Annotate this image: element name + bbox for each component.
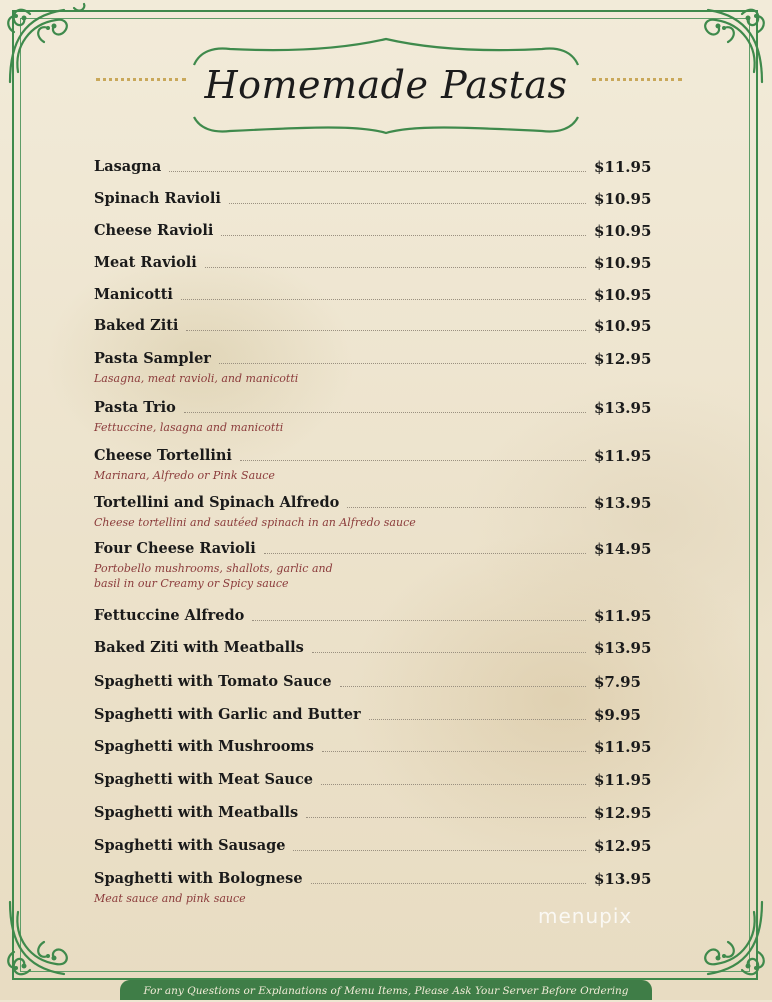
menu-item-name: Cheese Tortellini bbox=[94, 447, 232, 464]
dot-leader bbox=[322, 751, 586, 752]
menu-item bbox=[94, 286, 652, 308]
menu-item bbox=[94, 837, 652, 859]
menu-item-name: Spaghetti with Garlic and Butter bbox=[94, 706, 361, 723]
menu-item bbox=[94, 399, 652, 436]
menu-item-row bbox=[94, 738, 652, 760]
menu-item-row bbox=[94, 607, 652, 629]
menu-item-row bbox=[94, 771, 652, 793]
menu-item bbox=[94, 870, 652, 907]
menu-item-row bbox=[94, 804, 652, 826]
menu-item-name: Spaghetti with Sausage bbox=[94, 837, 286, 854]
menu-item-price: $11.95 bbox=[594, 607, 652, 625]
title-dots-left bbox=[96, 78, 186, 81]
menu-item-name: Tortellini and Spinach Alfredo bbox=[94, 494, 340, 511]
menu-item bbox=[94, 190, 652, 212]
menu-item bbox=[94, 738, 652, 760]
menu-item-description: Lasagna, meat ravioli, and manicotti bbox=[94, 372, 299, 385]
menu-item-row bbox=[94, 494, 652, 516]
menu-item-description: basil in our Creamy or Spicy sauce bbox=[94, 577, 289, 590]
menu-item-price: $9.95 bbox=[594, 706, 641, 724]
menu-item-row bbox=[94, 540, 652, 562]
menu-item bbox=[94, 706, 644, 728]
menu-item bbox=[94, 254, 652, 276]
menu-item bbox=[94, 540, 652, 592]
menu-item bbox=[94, 317, 652, 339]
corner-ornament-bottom-right bbox=[680, 894, 768, 982]
menu-item-price: $11.95 bbox=[594, 738, 652, 756]
corner-ornament-top-right bbox=[680, 2, 768, 90]
menu-item-price: $11.95 bbox=[594, 158, 652, 176]
menu-item-name: Spaghetti with Mushrooms bbox=[94, 738, 314, 755]
dot-leader bbox=[321, 784, 586, 785]
menu-item bbox=[94, 447, 652, 484]
menu-item-name: Cheese Ravioli bbox=[94, 222, 214, 239]
menu-item-name: Pasta Sampler bbox=[94, 350, 211, 367]
menu-item-name: Four Cheese Ravioli bbox=[94, 540, 256, 557]
menu-item bbox=[94, 494, 652, 531]
menu-item-price: $13.95 bbox=[594, 399, 652, 417]
menu-item-row bbox=[94, 317, 652, 339]
menu-item bbox=[94, 607, 652, 629]
footer-banner: For any Questions or Explanations of Menu Items, Please Ask Your Server Before Ordering bbox=[120, 980, 652, 1000]
menu-item bbox=[94, 639, 652, 661]
dot-leader bbox=[219, 363, 586, 364]
menu-item-price: $13.95 bbox=[594, 639, 652, 657]
menu-item-price: $13.95 bbox=[594, 494, 652, 512]
menu-item-price: $14.95 bbox=[594, 540, 652, 558]
dot-leader bbox=[186, 330, 586, 331]
menu-item-price: $10.95 bbox=[594, 254, 652, 272]
menu-item-row bbox=[94, 222, 652, 244]
menu-item-name: Pasta Trio bbox=[94, 399, 176, 416]
corner-ornament-top-left bbox=[4, 2, 92, 90]
menu-item-description: Marinara, Alfredo or Pink Sauce bbox=[94, 469, 275, 482]
menu-item-price: $12.95 bbox=[594, 804, 652, 822]
page-title: Homemade Pastas bbox=[204, 63, 568, 107]
menu-item-name: Meat Ravioli bbox=[94, 254, 197, 271]
dot-leader bbox=[306, 817, 586, 818]
menu-item-row bbox=[94, 190, 652, 212]
title-block bbox=[190, 35, 582, 135]
menu-item-name: Spaghetti with Bolognese bbox=[94, 870, 303, 887]
menu-item-name: Spaghetti with Meat Sauce bbox=[94, 771, 314, 788]
menu-item bbox=[94, 158, 652, 180]
menu-item-row bbox=[94, 447, 652, 469]
menu-item-row bbox=[94, 837, 652, 859]
menu-item-name: Manicotti bbox=[94, 286, 173, 303]
dot-leader bbox=[311, 883, 586, 884]
menu-item-row bbox=[94, 673, 644, 695]
menu-item-price: $10.95 bbox=[594, 286, 652, 304]
dot-leader bbox=[293, 850, 586, 851]
dot-leader bbox=[181, 299, 586, 300]
menu-item-description: Portobello mushrooms, shallots, garlic and bbox=[94, 562, 333, 575]
title-dots-right bbox=[592, 78, 682, 81]
menu-item-name: Baked Ziti bbox=[94, 317, 179, 334]
menu-item-name: Spaghetti with Meatballs bbox=[94, 804, 299, 821]
dot-leader bbox=[229, 203, 586, 204]
menu-item-row bbox=[94, 399, 652, 421]
menu-item-description: Cheese tortellini and sautéed spinach in an Alfredo sauce bbox=[94, 516, 416, 529]
menu-item-price: $11.95 bbox=[594, 447, 652, 465]
menu-item-price: $10.95 bbox=[594, 190, 652, 208]
dot-leader bbox=[205, 267, 586, 268]
menu-item bbox=[94, 673, 644, 695]
menu-item-name: Spinach Ravioli bbox=[94, 190, 221, 207]
menu-item-row bbox=[94, 254, 652, 276]
menu-item-price: $12.95 bbox=[594, 837, 652, 855]
menu-item-name: Fettuccine Alfredo bbox=[94, 607, 245, 624]
dot-leader bbox=[340, 686, 586, 687]
menu-item-row bbox=[94, 286, 652, 308]
dot-leader bbox=[240, 460, 586, 461]
menu-item-row bbox=[94, 706, 644, 728]
corner-ornament-bottom-left bbox=[4, 894, 92, 982]
menu-item-row bbox=[94, 639, 652, 661]
menu-item-row bbox=[94, 350, 652, 372]
dot-leader bbox=[169, 171, 586, 172]
menu-item-name: Spaghetti with Tomato Sauce bbox=[94, 673, 332, 690]
menu-item-price: $7.95 bbox=[594, 673, 641, 691]
menu-item bbox=[94, 222, 652, 244]
watermark: menupix bbox=[538, 904, 633, 928]
menu-item-price: $11.95 bbox=[594, 771, 652, 789]
menu-item bbox=[94, 350, 652, 387]
menu-item-row bbox=[94, 158, 652, 180]
menu-item bbox=[94, 804, 652, 826]
menu-item bbox=[94, 771, 652, 793]
dot-leader bbox=[312, 652, 586, 653]
dot-leader bbox=[369, 719, 586, 720]
dot-leader bbox=[184, 412, 586, 413]
menu-item-name: Baked Ziti with Meatballs bbox=[94, 639, 304, 656]
menu-item-price: $10.95 bbox=[594, 317, 652, 335]
dot-leader bbox=[221, 235, 586, 236]
menu-item-description: Fettuccine, lasagna and manicotti bbox=[94, 421, 284, 434]
menu-item-row bbox=[94, 870, 652, 892]
dot-leader bbox=[252, 620, 586, 621]
menu-item-description: Meat sauce and pink sauce bbox=[94, 892, 246, 905]
menu-item-price: $12.95 bbox=[594, 350, 652, 368]
menu-item-price: $13.95 bbox=[594, 870, 652, 888]
menu-item-price: $10.95 bbox=[594, 222, 652, 240]
menu-item-name: Lasagna bbox=[94, 158, 162, 175]
dot-leader bbox=[347, 507, 586, 508]
dot-leader bbox=[264, 553, 586, 554]
